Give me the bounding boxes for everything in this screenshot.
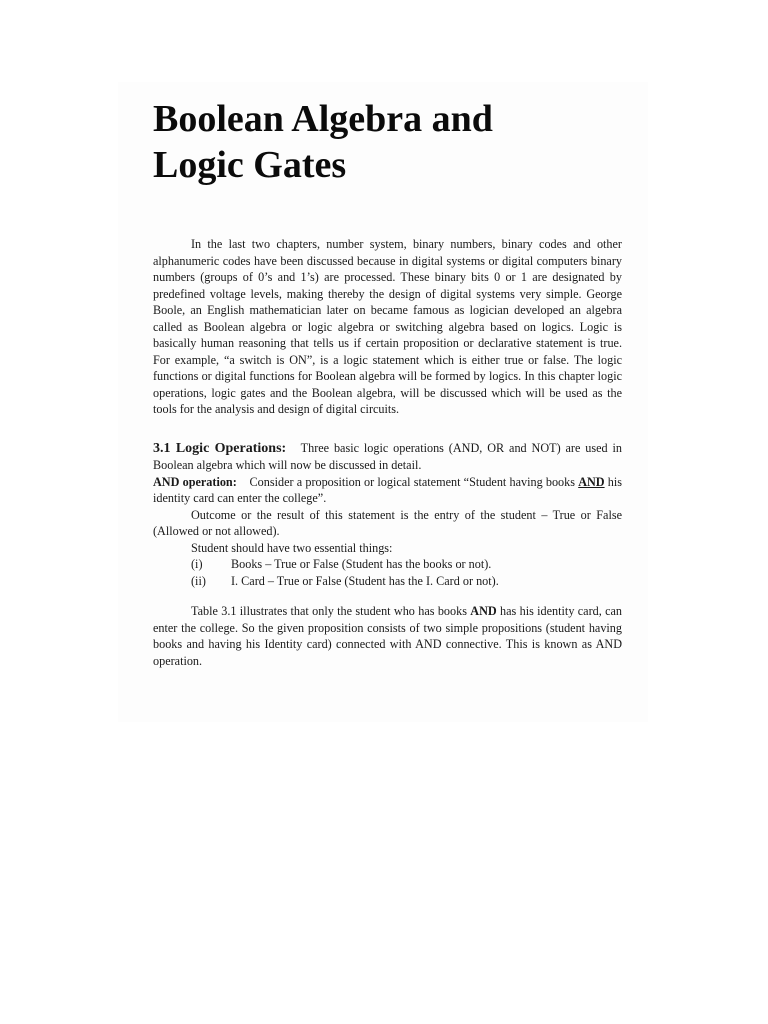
section-heading-colon: :: [281, 440, 287, 456]
table-reference-paragraph: [153, 603, 622, 669]
table-text-2: has his identity card, can enter the college. So the given proposition consists of two simple propositions (student having books and having his Identity card) connected with AND connective. This is known as AND operation.: [153, 604, 623, 668]
title-line-2: Logic Gates: [153, 144, 347, 186]
section-heading-text: Three basic logic operations (AND, OR and NOT) are used in Boolean algebra which will now be discussed in detail.: [153, 440, 622, 472]
and-operation-text-2: his identity card can enter the college”.: [153, 474, 623, 505]
chapter-title: [153, 96, 613, 188]
list-item: [191, 556, 622, 573]
title-line-1: Boolean Algebra and: [153, 98, 493, 140]
list-item-number: (ii): [191, 573, 206, 588]
outcome-paragraph: Outcome or the result of this statement is the entry of the student – True or False (Allowed or not allowed).: [153, 507, 622, 538]
list-item-text: I. Card – True or False (Student has the I. Card or not).: [231, 573, 499, 588]
section-heading: 3.1 Logic Operations: [153, 440, 282, 456]
list-item-text: Books – True or False (Student has the books or not).: [231, 557, 492, 571]
list-item-number: (i): [191, 557, 203, 571]
table-and-keyword: AND: [470, 604, 497, 618]
chapter-body: [153, 236, 622, 669]
and-operation-text-1: Consider a proposition or logical statement “Student having books: [249, 474, 575, 489]
and-keyword: AND: [578, 474, 605, 489]
and-operation-paragraph: [153, 474, 622, 507]
table-text-1: Table 3.1 illustrates that only the student who has books: [191, 604, 467, 618]
section-3-1-paragraph: [153, 440, 622, 474]
list-item: [191, 573, 622, 590]
needs-paragraph: Student should have two essential things:: [191, 540, 393, 555]
requirements-list: [153, 556, 622, 589]
intro-paragraph: In the last two chapters, number system, binary numbers, binary codes and other alphanumeric codes have been discussed because in digital systems or digital computers binary numbers (groups of 0’s and 1’s) are processed. These binary bits 0 or 1 are designated by predefined voltage levels, making thereby the design of digital systems very simple. George Boole, an English mathematician later on became famous as logician developed an algebra called as Boolean algebra or logic algebra or switching algebra based on logics. Logic is basically human reasoning that tells us if certain proposition or declarative statement is true. For example, “a switch is ON”, is a logic statement which is either true or false. The logic functions or digital functions for Boolean algebra will be formed by logics. In this chapter logic operations, logic gates and the Boolean algebra, will be discussed which will be used as the tools for the analysis and design of digital circuits.: [153, 237, 622, 416]
and-operation-label: AND operation:: [153, 474, 237, 489]
